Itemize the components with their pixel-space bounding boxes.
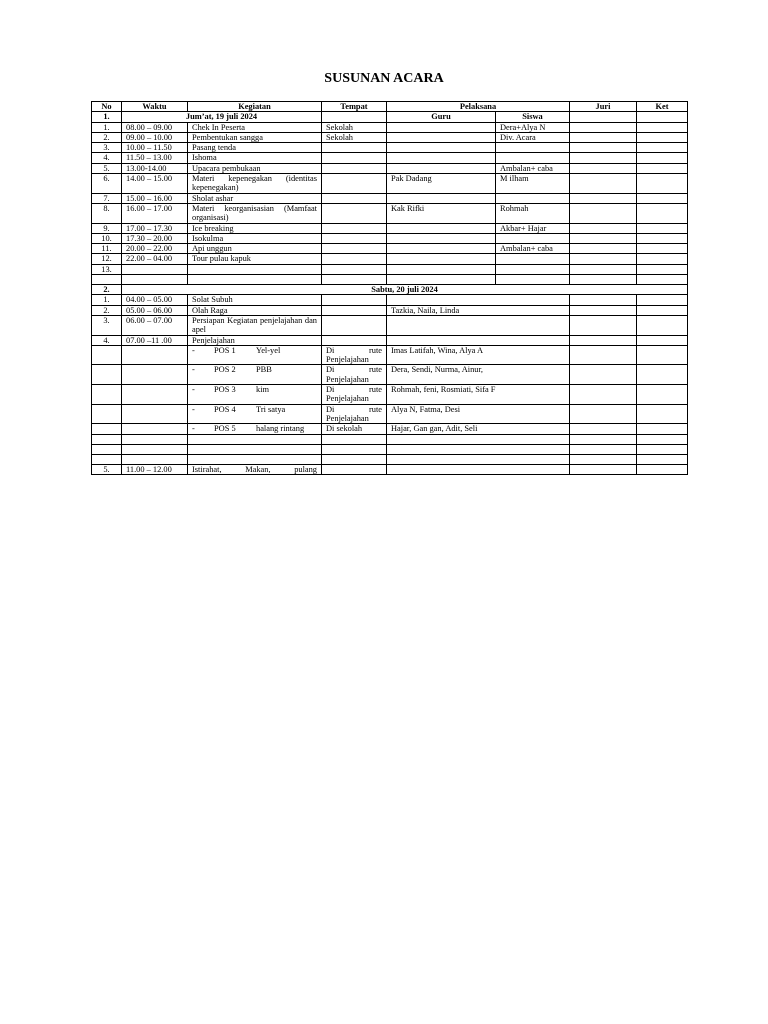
row-place: Sekolah bbox=[322, 132, 387, 142]
empty-cell bbox=[637, 275, 688, 285]
pos-row bbox=[92, 365, 688, 385]
row-jury bbox=[570, 305, 637, 315]
header-waktu: Waktu bbox=[122, 102, 188, 112]
table-row bbox=[92, 174, 688, 194]
row-jury bbox=[570, 233, 637, 243]
day1-label: Jum’at, 19 juli 2024 bbox=[122, 112, 322, 122]
empty-cell bbox=[387, 275, 496, 285]
row-number: 4. bbox=[92, 335, 122, 345]
subheader-siswa: Siswa bbox=[496, 112, 570, 122]
row-place bbox=[322, 233, 387, 243]
row-student bbox=[496, 264, 570, 274]
row-number: 5. bbox=[92, 464, 122, 474]
row-teacher bbox=[387, 132, 496, 142]
row-place bbox=[322, 254, 387, 264]
row-activity: Api unggun bbox=[188, 244, 322, 254]
pos-place: Di sekolah bbox=[322, 424, 387, 434]
row-jury bbox=[570, 345, 637, 365]
row-note bbox=[637, 464, 688, 474]
row-note bbox=[637, 345, 688, 365]
empty-cell bbox=[122, 424, 188, 434]
pos-description: kim bbox=[256, 385, 270, 395]
row-number: 13. bbox=[92, 264, 122, 274]
row-executor bbox=[387, 295, 570, 305]
row-note bbox=[637, 264, 688, 274]
row-executor bbox=[387, 464, 570, 474]
row-jury bbox=[570, 143, 637, 153]
empty-cell bbox=[637, 434, 688, 444]
row-number: 6. bbox=[92, 174, 122, 194]
row-note bbox=[637, 174, 688, 194]
row-note bbox=[637, 244, 688, 254]
row-note bbox=[637, 163, 688, 173]
pos-executor: Dera, Sendi, Nurma, Ainur, bbox=[387, 365, 570, 385]
row-jury bbox=[570, 122, 637, 132]
row-place bbox=[322, 223, 387, 233]
table-row bbox=[92, 254, 688, 264]
empty-cell bbox=[92, 385, 122, 405]
pos-row bbox=[92, 424, 688, 434]
row-note bbox=[637, 132, 688, 142]
row-teacher bbox=[387, 193, 496, 203]
header-pelaksana: Pelaksana bbox=[387, 102, 570, 112]
pos-description: Yel-yel bbox=[256, 345, 281, 355]
table-row bbox=[92, 335, 688, 345]
table-row bbox=[92, 153, 688, 163]
row-jury bbox=[570, 264, 637, 274]
row-activity bbox=[188, 264, 322, 274]
row-activity: Materi kepenegakan (identitas kepenegakan) bbox=[188, 174, 322, 194]
row-activity: Materi keorganisasian (Mamfaat organisasi) bbox=[188, 203, 322, 223]
row-place bbox=[322, 335, 387, 345]
empty-cell bbox=[92, 424, 122, 434]
row-jury bbox=[570, 163, 637, 173]
row-student: Rohmah bbox=[496, 203, 570, 223]
empty-cell bbox=[570, 275, 637, 285]
row-number: 9. bbox=[92, 223, 122, 233]
row-note bbox=[637, 315, 688, 335]
row-activity: Isokulma bbox=[188, 233, 322, 243]
pos-name: POS 1 bbox=[214, 345, 236, 355]
row-activity: Penjelajahan bbox=[188, 335, 322, 345]
row-student bbox=[496, 193, 570, 203]
pos-place: Di rute Penjelajahan bbox=[322, 385, 387, 405]
row-place bbox=[322, 464, 387, 474]
pos-dash: - bbox=[192, 365, 195, 375]
row-student: Dera+Alya N bbox=[496, 122, 570, 132]
row-number: 8. bbox=[92, 203, 122, 223]
row-jury bbox=[570, 464, 637, 474]
empty-cell bbox=[122, 454, 188, 464]
row-time: 11.00 – 12.00 bbox=[122, 464, 188, 474]
schedule-body bbox=[92, 112, 688, 475]
table-row bbox=[92, 163, 688, 173]
row-jury bbox=[570, 365, 637, 385]
row-note bbox=[637, 233, 688, 243]
row-activity: Pembentukan sangga bbox=[188, 132, 322, 142]
row-note bbox=[637, 122, 688, 132]
row-student: Akbar+ Hajar bbox=[496, 223, 570, 233]
row-place bbox=[322, 295, 387, 305]
row-teacher: Pak Dadang bbox=[387, 174, 496, 194]
header-kegiatan: Kegiatan bbox=[188, 102, 322, 112]
row-student bbox=[496, 254, 570, 264]
table-row bbox=[92, 305, 688, 315]
empty-cell bbox=[92, 444, 122, 454]
pos-activity bbox=[188, 385, 322, 405]
pos-place: Di rute Penjelajahan bbox=[322, 345, 387, 365]
row-place bbox=[322, 143, 387, 153]
pos-executor: Rohmah, feni, Rosmiati, Sifa F bbox=[387, 385, 570, 405]
day2-header-row bbox=[92, 285, 688, 295]
empty-cell bbox=[188, 434, 322, 444]
empty-cell bbox=[322, 275, 387, 285]
row-time: 17.30 – 20.00 bbox=[122, 233, 188, 243]
pos-activity bbox=[188, 404, 322, 424]
row-activity: Ice breaking bbox=[188, 223, 322, 233]
subheader-guru: Guru bbox=[387, 112, 496, 122]
empty-cell bbox=[92, 345, 122, 365]
row-time: 09.00 – 10.00 bbox=[122, 132, 188, 142]
row-jury bbox=[570, 424, 637, 434]
row-time: 17.00 – 17.30 bbox=[122, 223, 188, 233]
row-number: 1. bbox=[92, 122, 122, 132]
row-number: 3. bbox=[92, 315, 122, 335]
row-jury bbox=[570, 315, 637, 335]
row-number: 7. bbox=[92, 193, 122, 203]
empty-cell bbox=[92, 434, 122, 444]
pos-description: PBB bbox=[256, 365, 272, 375]
header-ket: Ket bbox=[637, 102, 688, 112]
row-note bbox=[637, 365, 688, 385]
row-time: 07.00 –11 .00 bbox=[122, 335, 188, 345]
row-jury bbox=[570, 174, 637, 194]
row-number: 12. bbox=[92, 254, 122, 264]
empty-cell bbox=[387, 454, 570, 464]
empty-cell bbox=[322, 434, 387, 444]
row-time: 13.00-14.00 bbox=[122, 163, 188, 173]
row-number: 3. bbox=[92, 143, 122, 153]
table-row bbox=[92, 132, 688, 142]
row-time: 11.50 – 13.00 bbox=[122, 153, 188, 163]
pos-dash: - bbox=[192, 404, 195, 414]
day2-label: Sabtu, 20 juli 2024 bbox=[122, 285, 688, 295]
row-teacher bbox=[387, 143, 496, 153]
row-time: 14.00 – 15.00 bbox=[122, 174, 188, 194]
table-row bbox=[92, 264, 688, 274]
pos-description: halang rintang bbox=[256, 424, 305, 434]
pos-name: POS 3 bbox=[214, 385, 236, 395]
row-note bbox=[637, 385, 688, 405]
pos-dash: - bbox=[192, 424, 195, 434]
row-number: 1. bbox=[92, 295, 122, 305]
empty-cell bbox=[322, 454, 387, 464]
empty-row bbox=[92, 434, 688, 444]
row-time: 16.00 – 17.00 bbox=[122, 203, 188, 223]
row-teacher bbox=[387, 254, 496, 264]
pos-place: Di rute Penjelajahan bbox=[322, 404, 387, 424]
row-time: 04.00 – 05.00 bbox=[122, 295, 188, 305]
row-place bbox=[322, 305, 387, 315]
row-jury bbox=[570, 193, 637, 203]
pos-name: POS 2 bbox=[214, 365, 236, 375]
pos-activity bbox=[188, 424, 322, 434]
empty-cell bbox=[122, 365, 188, 385]
row-time: 08.00 – 09.00 bbox=[122, 122, 188, 132]
pos-activity bbox=[188, 365, 322, 385]
row-note bbox=[637, 223, 688, 233]
row-jury bbox=[570, 244, 637, 254]
empty-cell bbox=[92, 454, 122, 464]
empty-cell bbox=[387, 434, 570, 444]
empty-cell bbox=[322, 112, 387, 122]
empty-cell bbox=[122, 434, 188, 444]
day2-number: 2. bbox=[92, 285, 122, 295]
empty-cell bbox=[122, 345, 188, 365]
row-activity: Pasang tenda bbox=[188, 143, 322, 153]
row-activity: Istirahat, Makan, pulang bbox=[188, 464, 322, 474]
row-place bbox=[322, 174, 387, 194]
table-row bbox=[92, 295, 688, 305]
pos-description: Tri satya bbox=[256, 404, 286, 414]
row-teacher bbox=[387, 233, 496, 243]
empty-cell bbox=[122, 444, 188, 454]
row-place bbox=[322, 163, 387, 173]
row-executor bbox=[387, 315, 570, 335]
empty-cell bbox=[637, 444, 688, 454]
empty-cell bbox=[387, 444, 570, 454]
header-tempat: Tempat bbox=[322, 102, 387, 112]
row-jury bbox=[570, 153, 637, 163]
row-time: 06.00 – 07.00 bbox=[122, 315, 188, 335]
empty-cell bbox=[637, 454, 688, 464]
table-row bbox=[92, 223, 688, 233]
row-executor: Tazkia, Naila, Linda bbox=[387, 305, 570, 315]
pos-name: POS 5 bbox=[214, 424, 236, 434]
row-teacher bbox=[387, 264, 496, 274]
empty-cell bbox=[570, 112, 637, 122]
row-student bbox=[496, 233, 570, 243]
table-row bbox=[92, 143, 688, 153]
row-place bbox=[322, 244, 387, 254]
header-row bbox=[92, 102, 688, 112]
row-note bbox=[637, 335, 688, 345]
row-activity: Olah Raga bbox=[188, 305, 322, 315]
row-student: Div. Acara bbox=[496, 132, 570, 142]
row-note bbox=[637, 193, 688, 203]
pos-row bbox=[92, 404, 688, 424]
pos-executor: Alya N, Fatma, Desi bbox=[387, 404, 570, 424]
row-activity: Ishoma bbox=[188, 153, 322, 163]
row-place bbox=[322, 315, 387, 335]
empty-cell bbox=[188, 454, 322, 464]
empty-cell bbox=[188, 275, 322, 285]
row-place bbox=[322, 153, 387, 163]
row-jury bbox=[570, 335, 637, 345]
pos-executor: Hajar, Gan gan, Adit, Seli bbox=[387, 424, 570, 434]
row-jury bbox=[570, 404, 637, 424]
row-number: 2. bbox=[92, 132, 122, 142]
row-note bbox=[637, 254, 688, 264]
table-row bbox=[92, 315, 688, 335]
pos-name: POS 4 bbox=[214, 404, 236, 414]
row-note bbox=[637, 305, 688, 315]
row-student bbox=[496, 143, 570, 153]
row-activity: Upacara pembukaan bbox=[188, 163, 322, 173]
row-number: 5. bbox=[92, 163, 122, 173]
row-note bbox=[637, 203, 688, 223]
pos-row bbox=[92, 345, 688, 365]
row-number: 11. bbox=[92, 244, 122, 254]
row-place bbox=[322, 264, 387, 274]
empty-row bbox=[92, 275, 688, 285]
row-time: 22.00 – 04.00 bbox=[122, 254, 188, 264]
row-teacher bbox=[387, 244, 496, 254]
row-time: 20.00 – 22.00 bbox=[122, 244, 188, 254]
day1-header-row bbox=[92, 112, 688, 122]
day1-number: 1. bbox=[92, 112, 122, 122]
row-activity: Persiapan Kegiatan penjelajahan dan apel bbox=[188, 315, 322, 335]
empty-cell bbox=[92, 365, 122, 385]
row-note bbox=[637, 424, 688, 434]
empty-row bbox=[92, 454, 688, 464]
empty-cell bbox=[122, 385, 188, 405]
row-note bbox=[637, 295, 688, 305]
row-place bbox=[322, 193, 387, 203]
row-activity: Tour pulau kapuk bbox=[188, 254, 322, 264]
header-juri: Juri bbox=[570, 102, 637, 112]
row-teacher bbox=[387, 223, 496, 233]
row-place bbox=[322, 203, 387, 223]
empty-cell bbox=[92, 404, 122, 424]
row-teacher bbox=[387, 153, 496, 163]
row-time: 15.00 – 16.00 bbox=[122, 193, 188, 203]
row-jury bbox=[570, 254, 637, 264]
empty-cell bbox=[92, 275, 122, 285]
page-title: SUSUNAN ACARA bbox=[324, 71, 444, 86]
schedule-table bbox=[91, 101, 688, 475]
row-note bbox=[637, 143, 688, 153]
row-time bbox=[122, 264, 188, 274]
row-note bbox=[637, 153, 688, 163]
row-time: 05.00 – 06.00 bbox=[122, 305, 188, 315]
row-student bbox=[496, 153, 570, 163]
pos-row bbox=[92, 385, 688, 405]
pos-executor: Imas Latifah, Wina, Alya A bbox=[387, 345, 570, 365]
table-row bbox=[92, 193, 688, 203]
empty-cell bbox=[637, 112, 688, 122]
row-student: Ambalan+ caba bbox=[496, 163, 570, 173]
row-jury bbox=[570, 295, 637, 305]
empty-cell bbox=[570, 444, 637, 454]
row-jury bbox=[570, 385, 637, 405]
pos-activity bbox=[188, 345, 322, 365]
row-jury bbox=[570, 132, 637, 142]
table-row bbox=[92, 233, 688, 243]
row-student: M ilham bbox=[496, 174, 570, 194]
empty-cell bbox=[570, 434, 637, 444]
row-number: 10. bbox=[92, 233, 122, 243]
table-row bbox=[92, 203, 688, 223]
empty-cell bbox=[322, 444, 387, 454]
row-teacher: Kak Rifki bbox=[387, 203, 496, 223]
row-number: 2. bbox=[92, 305, 122, 315]
row-number: 4. bbox=[92, 153, 122, 163]
empty-row bbox=[92, 444, 688, 454]
row-time: 10.00 – 11.50 bbox=[122, 143, 188, 153]
row-student: Ambalan+ caba bbox=[496, 244, 570, 254]
pos-place: Di rute Penjelajahan bbox=[322, 365, 387, 385]
empty-cell bbox=[188, 444, 322, 454]
empty-cell bbox=[496, 275, 570, 285]
pos-dash: - bbox=[192, 345, 195, 355]
row-teacher bbox=[387, 122, 496, 132]
table-row bbox=[92, 464, 688, 474]
table-row bbox=[92, 122, 688, 132]
pos-dash: - bbox=[192, 385, 195, 395]
table-row bbox=[92, 244, 688, 254]
row-jury bbox=[570, 203, 637, 223]
row-activity: Sholat ashar bbox=[188, 193, 322, 203]
row-jury bbox=[570, 223, 637, 233]
empty-cell bbox=[122, 275, 188, 285]
row-activity: Solat Subuh bbox=[188, 295, 322, 305]
empty-cell bbox=[570, 454, 637, 464]
row-activity: Chek In Peserta bbox=[188, 122, 322, 132]
row-note bbox=[637, 404, 688, 424]
row-teacher bbox=[387, 163, 496, 173]
row-executor bbox=[387, 335, 570, 345]
empty-cell bbox=[122, 404, 188, 424]
row-place: Sekolah bbox=[322, 122, 387, 132]
header-no: No bbox=[92, 102, 122, 112]
